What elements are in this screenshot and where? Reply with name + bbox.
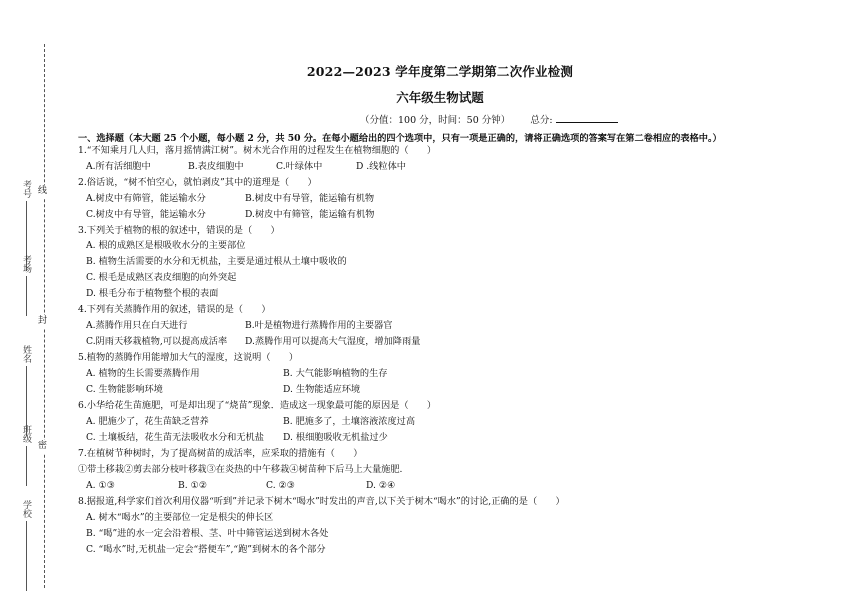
exam-number-field[interactable]: 考号: [20, 180, 33, 271]
question-stem: 1.“不知乘月几人归，落月摇情满江树”。树木光合作用的过程发生在植物细胞的（ ）: [78, 145, 437, 156]
exam-title: 2022—2023 学年度第二学期第二次作业检测: [306, 64, 574, 79]
option[interactable]: C.树皮中有导管，能运输水分: [86, 209, 206, 220]
option[interactable]: D.树皮中有筛管，能运输有机物: [245, 209, 375, 220]
option[interactable]: D. ②④: [366, 480, 396, 491]
option[interactable]: C.叶绿体中: [276, 161, 323, 172]
option[interactable]: C. ②③: [266, 480, 296, 491]
option[interactable]: B.叶是植物进行蒸腾作用的主要器官: [245, 320, 393, 331]
total-score-label: 总分:: [530, 115, 553, 126]
exam-subtitle: 六年级生物试题: [396, 90, 484, 105]
option[interactable]: D. 生物能适应环境: [283, 384, 361, 395]
option[interactable]: A. 肥施少了，花生苗缺乏营养: [86, 416, 209, 427]
section-heading: 一、选择题（本大题 25 个小题，每小题 2 分，共 50 分。在每小题给出的四个选项中，只有一项是正确的，请将正确选项的答案写在第二卷相应的表格中。）: [78, 133, 722, 144]
option[interactable]: C. 土壤板结，花生苗无法吸收水分和无机盐: [86, 432, 264, 443]
question-stem: 5.植物的蒸腾作用能增加大气的湿度，这说明（ ）: [78, 352, 299, 363]
option[interactable]: D.蒸腾作用可以提高大气湿度，增加降雨量: [245, 336, 421, 347]
school-field[interactable]: 学校: [20, 500, 33, 591]
option[interactable]: A. 根的成熟区是根吸收水分的主要部位: [86, 240, 246, 251]
score-time-info: （分值：100 分，时间：50 分钟）: [360, 115, 511, 126]
option[interactable]: B.树皮中有导管，能运输有机物: [245, 193, 375, 204]
exam-room-field[interactable]: 考场: [20, 255, 33, 316]
option[interactable]: B. 植物生活需要的水分和无机盐，主要是通过根从土壤中吸收的: [86, 256, 347, 267]
question-stem: 6.小华给花生苗施肥，可是却出现了“烧苗”现象．造成这一现象最可能的原因是（ ）: [78, 400, 437, 411]
question-statements: ①带土移栽②剪去部分枝叶移栽③在炎热的中午移栽④树苗种下后马上大量施肥.: [78, 464, 403, 475]
binding-margin: [0, 0, 72, 608]
binding-marker-seal: 封: [38, 316, 48, 326]
question-stem: 2.俗话说，“树不怕空心，就怕剥皮”其中的道理是（ ）: [78, 177, 317, 188]
question-stem: 7.在植树节种树时，为了提高树苗的成活率，应采取的措施有（ ）: [78, 448, 363, 459]
option[interactable]: A. ①③: [86, 480, 115, 491]
class-field[interactable]: 班级: [20, 425, 33, 486]
option[interactable]: D. 根毛分布于植物整个根的表面: [86, 288, 219, 299]
total-score-blank[interactable]: [556, 112, 618, 123]
option[interactable]: C. 生物能影响环境: [86, 384, 163, 395]
option[interactable]: C. “喝水”时,无机盐一定会“搭便车”,“跑”到树木的各个部分: [86, 544, 326, 555]
option[interactable]: B. ①②: [178, 480, 208, 491]
option[interactable]: B. 大气能影响植物的生存: [283, 368, 388, 379]
binding-marker-line: 线: [38, 186, 48, 196]
option[interactable]: A. 植物的生长需要蒸腾作用: [86, 368, 200, 379]
question-stem: 4.下列有关蒸腾作用的叙述，错误的是（ ）: [78, 304, 271, 315]
option[interactable]: A. 树木“喝水”的主要部位一定是根尖的伸长区: [86, 512, 274, 523]
question-stem: 3.下列关于植物的根的叙述中，错误的是（ ）: [78, 225, 280, 236]
option[interactable]: A.所有活细胞中: [86, 161, 151, 172]
option[interactable]: B. “喝”进的水一定会沿着根、茎、叶中筛管运送到树木各处: [86, 528, 329, 539]
option[interactable]: D .线粒体中: [356, 161, 406, 172]
option[interactable]: A.蒸腾作用只在白天进行: [86, 320, 188, 331]
option[interactable]: C.阴雨天移栽植物,可以提高成活率: [86, 336, 228, 347]
option[interactable]: B. 肥施多了，土壤溶液浓度过高: [283, 416, 416, 427]
exam-meta: [360, 112, 618, 126]
question-stem: 8.据报道,科学家们首次利用仪器“听到”并记录下树木“喝水”时发出的声音,以下关于树木“喝水”的讨论,正确的是（ ）: [78, 496, 565, 507]
option[interactable]: A.树皮中有筛管，能运输水分: [86, 193, 206, 204]
binding-marker-secret: 密: [38, 441, 48, 451]
option[interactable]: C. 根毛是成熟区表皮细胞的向外突起: [86, 272, 237, 283]
student-name-field[interactable]: 姓名: [20, 345, 33, 436]
option[interactable]: B.表皮细胞中: [188, 161, 244, 172]
option[interactable]: D. 根细胞吸收无机盐过少: [283, 432, 388, 443]
